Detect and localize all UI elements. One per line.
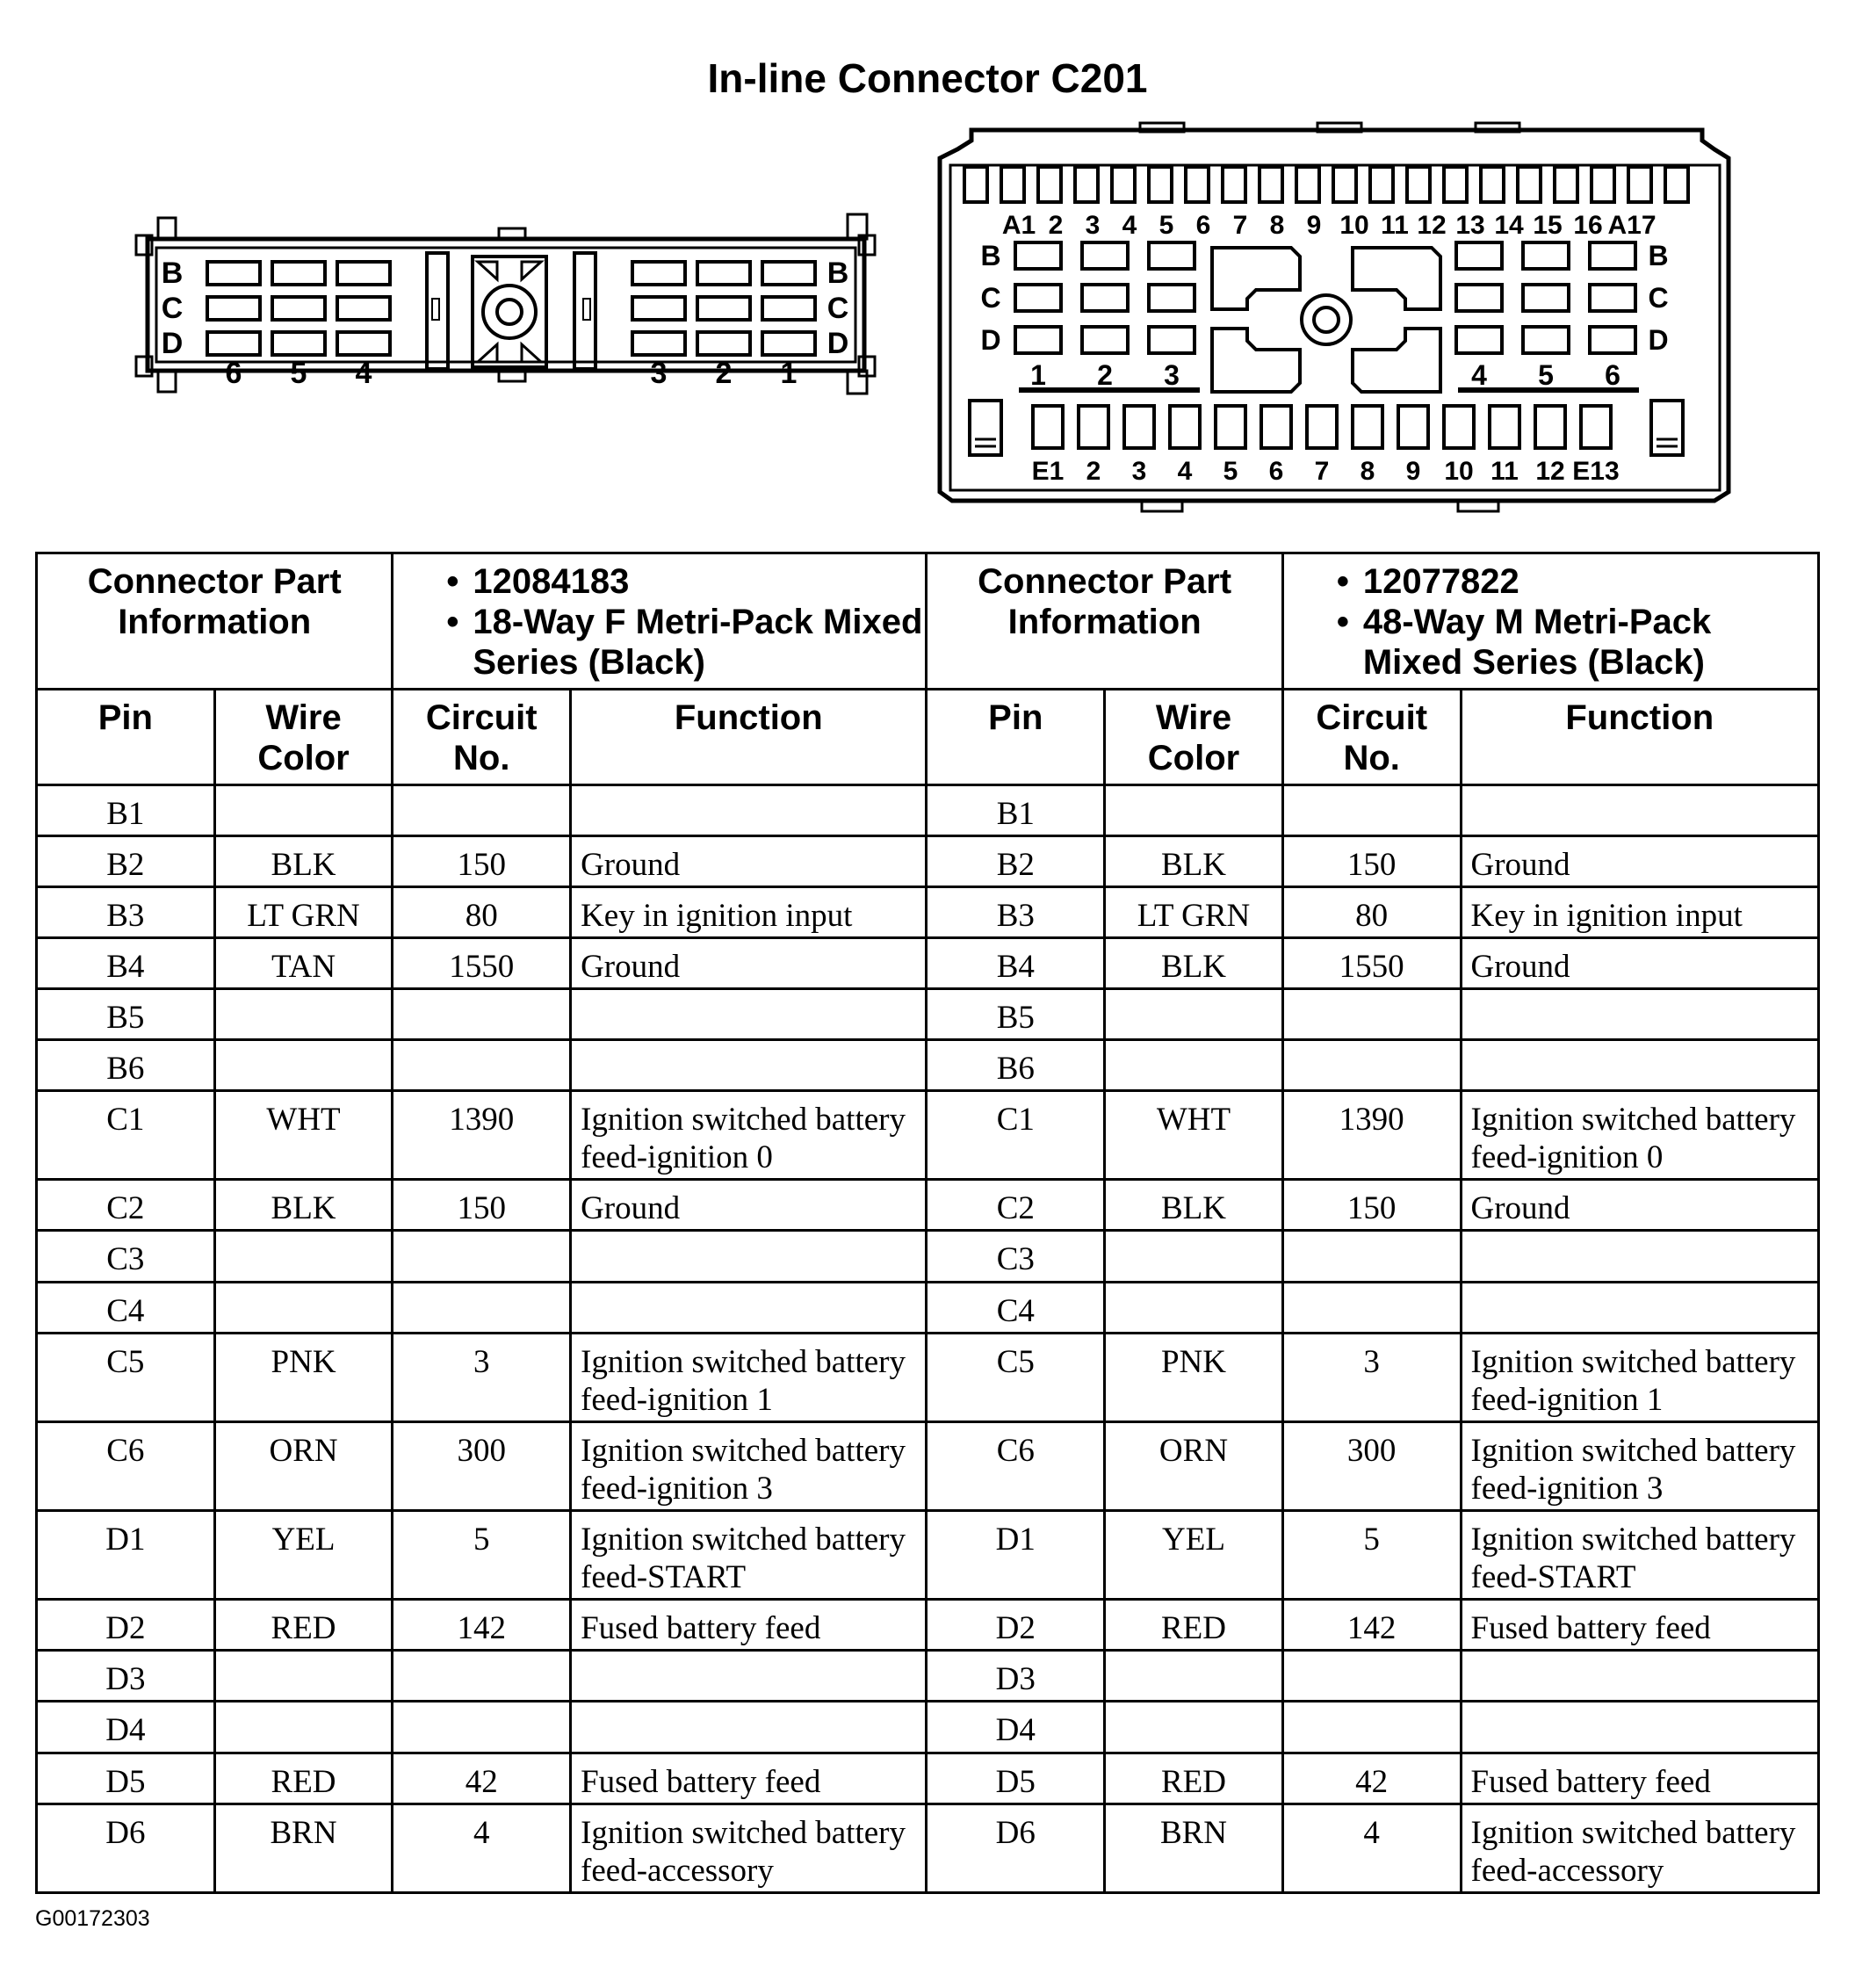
left-function-cell: Ground: [571, 937, 927, 988]
left-circuit-no-cell: [393, 784, 571, 835]
left-circuit-no-cell: [393, 1702, 571, 1753]
left-pin-cell: D6: [37, 1804, 215, 1892]
right-wire-color-cell: ORN: [1105, 1421, 1283, 1510]
right-row-label-d: D: [980, 324, 1001, 356]
right-wire-color-cell: PNK: [1105, 1333, 1283, 1421]
table-row: [37, 937, 1819, 988]
left-wire-color-cell: BLK: [214, 1180, 393, 1231]
right-pin-cell: B5: [927, 988, 1105, 1039]
table-row: [37, 1511, 1819, 1600]
right-bottom-pin-label: 6: [1268, 457, 1284, 486]
left-pin-label: 5: [290, 357, 307, 390]
right-function-cell: Key in ignition input: [1461, 886, 1818, 937]
right-function-cell: Ignition switched battery feed-accessory: [1461, 1804, 1818, 1892]
right-circuit-no-cell: 3: [1282, 1333, 1461, 1421]
left-circuit-no-cell: [393, 988, 571, 1039]
right-bottom-pin-label: 4: [1177, 457, 1193, 486]
right-pin-cell: B3: [927, 886, 1105, 937]
right-connector-48-way: [940, 123, 1729, 511]
right-pin-cell: C2: [927, 1180, 1105, 1231]
right-group-label: 6: [1605, 359, 1620, 391]
right-pin-cell: B2: [927, 835, 1105, 886]
right-function-cell: Fused battery feed: [1461, 1753, 1818, 1804]
left-circuit-no-cell: [393, 1040, 571, 1091]
bullet-icon: •: [446, 562, 459, 601]
right-bottom-pin-label: 11: [1490, 457, 1519, 486]
right-top-pin-label: 15: [1533, 211, 1563, 240]
right-circuit-no-cell: [1282, 988, 1461, 1039]
col-header-wire-color: Wire Color: [214, 690, 393, 784]
right-top-pin-label: 4: [1122, 211, 1137, 240]
left-part-number: 12084183: [473, 562, 630, 601]
left-circuit-no-cell: [393, 1651, 571, 1702]
left-pin-cell: D1: [37, 1511, 215, 1600]
left-circuit-no-cell: 150: [393, 1180, 571, 1231]
left-connector-18-way: [136, 214, 875, 394]
right-bottom-pin-label: 10: [1444, 457, 1474, 486]
table-row: [37, 1651, 1819, 1702]
col-header-circuit-no: Circuit No.: [393, 690, 571, 784]
right-top-pin-label: 12: [1417, 211, 1447, 240]
left-circuit-no-cell: 1550: [393, 937, 571, 988]
right-wire-color-cell: BLK: [1105, 835, 1283, 886]
right-top-pin-label: 5: [1158, 211, 1174, 240]
right-top-pin-label: 11: [1381, 211, 1409, 240]
col-header-function: Function: [1461, 690, 1818, 784]
left-function-cell: [571, 1231, 927, 1282]
right-top-pin-label: 13: [1455, 211, 1485, 240]
right-top-pin-label: 8: [1269, 211, 1285, 240]
left-wire-color-cell: BRN: [214, 1804, 393, 1892]
left-function-cell: [571, 784, 927, 835]
left-wire-color-cell: WHT: [214, 1091, 393, 1180]
right-wire-color-cell: RED: [1105, 1600, 1283, 1651]
right-function-cell: [1461, 1702, 1818, 1753]
left-function-cell: Key in ignition input: [571, 886, 927, 937]
left-pin-label: 6: [225, 357, 242, 390]
right-wire-color-cell: [1105, 1651, 1283, 1702]
right-top-pin-label: 3: [1085, 211, 1101, 240]
left-circuit-no-cell: 80: [393, 886, 571, 937]
right-part-number: 12077822: [1362, 562, 1519, 601]
right-circuit-no-cell: 1550: [1282, 937, 1461, 988]
right-wire-color-cell: [1105, 784, 1283, 835]
left-pin-cell: D5: [37, 1753, 215, 1804]
right-bottom-pin-label: 2: [1086, 457, 1101, 486]
table-row: [37, 988, 1819, 1039]
left-pin-label: 3: [650, 357, 668, 390]
left-function-cell: Ignition switched battery feed-accessory: [571, 1804, 927, 1892]
left-circuit-no-cell: 1390: [393, 1091, 571, 1180]
right-pin-cell: D4: [927, 1702, 1105, 1753]
right-top-pin-label: 10: [1339, 211, 1369, 240]
left-pin-label: 1: [780, 357, 798, 390]
left-circuit-no-cell: 142: [393, 1600, 571, 1651]
col-header-pin: Pin: [37, 690, 215, 784]
left-row-label-c: C: [161, 292, 184, 325]
left-function-cell: Fused battery feed: [571, 1753, 927, 1804]
right-function-cell: [1461, 1040, 1818, 1091]
right-group-label: 1: [1030, 359, 1046, 391]
right-bottom-pin-label: E13: [1572, 457, 1620, 486]
left-pin-cell: B6: [37, 1040, 215, 1091]
right-top-pin-label: 14: [1494, 211, 1524, 240]
left-wire-color-cell: [214, 1040, 393, 1091]
right-pin-cell: C1: [927, 1091, 1105, 1180]
right-function-cell: [1461, 1651, 1818, 1702]
right-function-cell: [1461, 1282, 1818, 1333]
pinout-table: [35, 552, 1820, 1894]
right-pin-cell: D5: [927, 1753, 1105, 1804]
left-pin-cell: D4: [37, 1702, 215, 1753]
left-wire-color-cell: LT GRN: [214, 886, 393, 937]
left-pin-cell: B2: [37, 835, 215, 886]
right-top-pin-label: 9: [1306, 211, 1322, 240]
left-wire-color-cell: [214, 988, 393, 1039]
bullet-icon: •: [1336, 562, 1349, 601]
table-row: [37, 1600, 1819, 1651]
left-circuit-no-cell: 3: [393, 1333, 571, 1421]
right-function-cell: [1461, 784, 1818, 835]
left-row-label-c: C: [826, 292, 849, 325]
right-function-cell: Ground: [1461, 937, 1818, 988]
left-function-cell: Ground: [571, 1180, 927, 1231]
right-wire-color-cell: [1105, 1702, 1283, 1753]
right-description: 48-Way M Metri-Pack Mixed Series (Black): [1362, 603, 1712, 682]
left-circuit-no-cell: 42: [393, 1753, 571, 1804]
left-info-label: Connector Part Information: [37, 553, 393, 690]
left-pin-cell: C6: [37, 1421, 215, 1510]
right-circuit-no-cell: [1282, 1651, 1461, 1702]
right-pin-cell: D3: [927, 1651, 1105, 1702]
right-wire-color-cell: BLK: [1105, 1180, 1283, 1231]
right-pin-cell: D1: [927, 1511, 1105, 1600]
bullet-icon: •: [446, 603, 459, 641]
right-pin-cell: D2: [927, 1600, 1105, 1651]
table-row: [37, 1231, 1819, 1282]
left-wire-color-cell: [214, 1231, 393, 1282]
left-circuit-no-cell: 4: [393, 1804, 571, 1892]
left-circuit-no-cell: 300: [393, 1421, 571, 1510]
right-pin-cell: B6: [927, 1040, 1105, 1091]
right-function-cell: Ignition switched battery feed-ignition 0: [1461, 1091, 1818, 1180]
left-circuit-no-cell: [393, 1231, 571, 1282]
right-bottom-pin-label: 5: [1223, 457, 1238, 486]
left-row-label-d: D: [161, 327, 184, 360]
left-wire-color-cell: YEL: [214, 1511, 393, 1600]
left-pin-cell: C4: [37, 1282, 215, 1333]
right-row-label-b: B: [1648, 240, 1669, 271]
right-bottom-pin-label: 12: [1535, 457, 1565, 486]
right-row-label-b: B: [980, 240, 1001, 271]
table-row: [37, 1804, 1819, 1892]
right-group-label: 4: [1471, 359, 1487, 391]
right-row-label-c: C: [1648, 282, 1669, 314]
col-header-function: Function: [571, 690, 927, 784]
right-wire-color-cell: WHT: [1105, 1091, 1283, 1180]
left-description: 18-Way F Metri-Pack Mixed Series (Black): [473, 603, 923, 682]
left-pin-cell: D2: [37, 1600, 215, 1651]
left-function-cell: [571, 1040, 927, 1091]
right-function-cell: [1461, 988, 1818, 1039]
left-wire-color-cell: ORN: [214, 1421, 393, 1510]
right-bottom-pin-label: E1: [1031, 457, 1065, 486]
table-row: [37, 1702, 1819, 1753]
table-row: [37, 835, 1819, 886]
right-function-cell: Ground: [1461, 835, 1818, 886]
col-header-pin: Pin: [927, 690, 1105, 784]
right-circuit-no-cell: 150: [1282, 835, 1461, 886]
left-pin-cell: C2: [37, 1180, 215, 1231]
right-top-pin-label: 2: [1048, 211, 1064, 240]
right-info-label: Connector Part Information: [927, 553, 1282, 690]
right-pin-cell: C6: [927, 1421, 1105, 1510]
right-circuit-no-cell: [1282, 784, 1461, 835]
left-pin-cell: D3: [37, 1651, 215, 1702]
right-function-cell: Ground: [1461, 1180, 1818, 1231]
right-bottom-pin-label: 8: [1360, 457, 1375, 486]
left-function-cell: [571, 1651, 927, 1702]
connector-info-row: [37, 553, 1819, 690]
table-row: [37, 1040, 1819, 1091]
right-row-label-d: D: [1648, 324, 1669, 356]
right-circuit-no-cell: [1282, 1040, 1461, 1091]
right-circuit-no-cell: 5: [1282, 1511, 1461, 1600]
table-row: [37, 1421, 1819, 1510]
right-top-pin-label: 16: [1573, 211, 1603, 240]
right-wire-color-cell: LT GRN: [1105, 886, 1283, 937]
right-circuit-no-cell: [1282, 1231, 1461, 1282]
left-function-cell: [571, 1702, 927, 1753]
right-pin-cell: D6: [927, 1804, 1105, 1892]
right-top-pin-label: A17: [1607, 211, 1657, 240]
table-row: [37, 1180, 1819, 1231]
right-pin-cell: B4: [927, 937, 1105, 988]
right-part-number-line: [1337, 561, 1817, 602]
left-pin-cell: C1: [37, 1091, 215, 1180]
left-function-cell: Ignition switched battery feed-ignition 1: [571, 1333, 927, 1421]
left-circuit-no-cell: 5: [393, 1511, 571, 1600]
table-row: [37, 1091, 1819, 1180]
right-function-cell: [1461, 1231, 1818, 1282]
right-wire-color-cell: BLK: [1105, 937, 1283, 988]
right-pin-cell: C4: [927, 1282, 1105, 1333]
table-row: [37, 886, 1819, 937]
left-function-cell: Fused battery feed: [571, 1600, 927, 1651]
table-row: [37, 1753, 1819, 1804]
left-wire-color-cell: RED: [214, 1600, 393, 1651]
left-circuit-no-cell: [393, 1282, 571, 1333]
right-group-label: 2: [1097, 359, 1113, 391]
right-circuit-no-cell: 1390: [1282, 1091, 1461, 1180]
right-top-pin-label: 7: [1232, 211, 1248, 240]
left-description-line: [446, 602, 925, 683]
right-circuit-no-cell: 4: [1282, 1804, 1461, 1892]
left-wire-color-cell: TAN: [214, 937, 393, 988]
left-row-label-d: D: [826, 327, 849, 360]
right-top-pin-label: A1: [1001, 211, 1036, 240]
right-pin-cell: B1: [927, 784, 1105, 835]
left-pin-cell: B1: [37, 784, 215, 835]
left-pin-cell: B5: [37, 988, 215, 1039]
right-circuit-no-cell: 142: [1282, 1600, 1461, 1651]
right-top-pin-label: 6: [1195, 211, 1211, 240]
left-function-cell: [571, 988, 927, 1039]
table-row: [37, 784, 1819, 835]
left-function-cell: [571, 1282, 927, 1333]
left-pin-cell: B4: [37, 937, 215, 988]
left-function-cell: Ignition switched battery feed-ignition 0: [571, 1091, 927, 1180]
connector-diagrams: [0, 0, 1855, 527]
right-wire-color-cell: BRN: [1105, 1804, 1283, 1892]
column-header-row: [37, 690, 1819, 784]
right-group-label: 5: [1538, 359, 1554, 391]
right-function-cell: Ignition switched battery feed-ignition 3: [1461, 1421, 1818, 1510]
right-description-line: [1337, 602, 1817, 683]
right-row-label-c: C: [980, 282, 1001, 314]
right-wire-color-cell: RED: [1105, 1753, 1283, 1804]
left-row-label-b: B: [161, 257, 184, 290]
left-row-label-b: B: [826, 257, 849, 290]
right-function-cell: Ignition switched battery feed-START: [1461, 1511, 1818, 1600]
left-function-cell: Ground: [571, 835, 927, 886]
left-function-cell: Ignition switched battery feed-ignition 3: [571, 1421, 927, 1510]
right-pin-cell: C3: [927, 1231, 1105, 1282]
left-wire-color-cell: [214, 1651, 393, 1702]
col-header-wire-color: Wire Color: [1105, 690, 1283, 784]
right-function-cell: Fused battery feed: [1461, 1600, 1818, 1651]
left-wire-color-cell: [214, 784, 393, 835]
left-info-details: [393, 553, 927, 690]
right-function-cell: Ignition switched battery feed-ignition 1: [1461, 1333, 1818, 1421]
right-wire-color-cell: [1105, 1231, 1283, 1282]
left-wire-color-cell: PNK: [214, 1333, 393, 1421]
right-wire-color-cell: YEL: [1105, 1511, 1283, 1600]
left-pin-cell: C5: [37, 1333, 215, 1421]
right-bottom-pin-label: 7: [1314, 457, 1330, 486]
left-pin-cell: C3: [37, 1231, 215, 1282]
right-wire-color-cell: [1105, 1282, 1283, 1333]
right-circuit-no-cell: [1282, 1702, 1461, 1753]
left-wire-color-cell: BLK: [214, 835, 393, 886]
col-header-circuit-no: Circuit No.: [1282, 690, 1461, 784]
right-wire-color-cell: [1105, 988, 1283, 1039]
left-function-cell: Ignition switched battery feed-START: [571, 1511, 927, 1600]
right-circuit-no-cell: 80: [1282, 886, 1461, 937]
left-part-number-line: [446, 561, 925, 602]
figure-id: G00172303: [35, 1906, 150, 1931]
right-wire-color-cell: [1105, 1040, 1283, 1091]
right-circuit-no-cell: 300: [1282, 1421, 1461, 1510]
page-title: In-line Connector C201: [707, 55, 1148, 101]
right-bottom-pin-label: 9: [1405, 457, 1421, 486]
left-pin-label: 4: [355, 357, 372, 390]
right-circuit-no-cell: [1282, 1282, 1461, 1333]
right-circuit-no-cell: 42: [1282, 1753, 1461, 1804]
right-circuit-no-cell: 150: [1282, 1180, 1461, 1231]
left-circuit-no-cell: 150: [393, 835, 571, 886]
table-row: [37, 1333, 1819, 1421]
left-pin-cell: B3: [37, 886, 215, 937]
right-pin-cell: C5: [927, 1333, 1105, 1421]
bullet-icon: •: [1336, 603, 1349, 641]
left-wire-color-cell: [214, 1702, 393, 1753]
left-pin-label: 2: [715, 357, 733, 390]
right-bottom-pin-label: 3: [1131, 457, 1147, 486]
right-info-details: [1282, 553, 1818, 690]
table-row: [37, 1282, 1819, 1333]
left-wire-color-cell: [214, 1282, 393, 1333]
left-wire-color-cell: RED: [214, 1753, 393, 1804]
right-group-label: 3: [1164, 359, 1180, 391]
